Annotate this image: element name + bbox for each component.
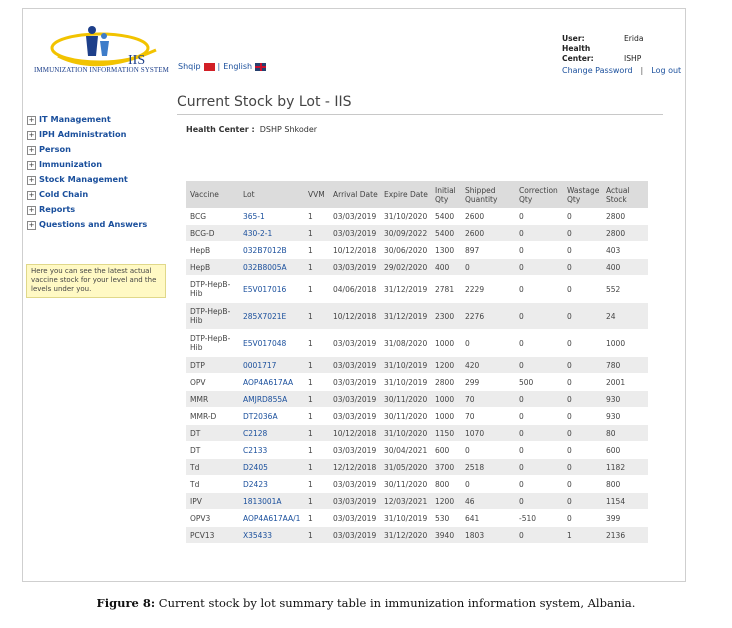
cell-vvm: 1 [304,330,329,357]
nav-label: Immunization [39,159,103,169]
cell-initial-qty: 530 [431,510,461,527]
cell-arrival-date: 03/03/2019 [329,408,380,425]
cell-correction-qty: 0 [515,357,563,374]
cell-shipped-quantity: 1803 [461,527,515,544]
link-separator: | [640,66,644,75]
cell-arrival-date: 03/03/2019 [329,442,380,459]
title-divider [177,114,663,115]
cell-actual-stock: 80 [602,425,648,442]
cell-expire-date: 31/12/2019 [380,276,431,303]
table-row [186,459,648,476]
cell-wastage-qty: 0 [563,242,602,259]
nav-label: Reports [39,204,76,214]
cell-actual-stock: 400 [602,259,648,276]
cell-vaccine: DTP-HepB-Hib [186,330,239,357]
cell-vvm: 1 [304,459,329,476]
cell-vaccine: HepB [186,242,239,259]
cell-initial-qty: 400 [431,259,461,276]
nav-person[interactable] [27,142,147,157]
nav-iph-administration[interactable] [27,127,147,142]
cell-wastage-qty: 0 [563,374,602,391]
table-row [186,408,648,425]
health-center-label: Health Center : [186,125,255,134]
cell-correction-qty: 0 [515,527,563,544]
cell-shipped-quantity: 0 [461,259,515,276]
cell-vaccine: OPV [186,374,239,391]
cell-shipped-quantity: 2229 [461,276,515,303]
cell-correction-qty: 0 [515,493,563,510]
table-header-row [186,181,648,208]
col-actual-stock: Actual Stock [602,181,648,208]
nav-questions-answers[interactable] [27,217,147,232]
cell-vaccine: IPV [186,493,239,510]
cell-vvm: 1 [304,242,329,259]
expand-icon[interactable]: + [28,131,35,139]
cell-expire-date: 31/12/2020 [380,527,431,544]
cell-lot[interactable]: X35433 [239,527,304,544]
cell-shipped-quantity: 420 [461,357,515,374]
cell-lot[interactable]: 285X7021E [239,303,304,330]
cell-wastage-qty: 1 [563,527,602,544]
logo-text: IMMUNIZATION INFORMATION SYSTEM [34,66,169,74]
cell-arrival-date: 10/12/2018 [329,425,380,442]
cell-lot[interactable]: D2423 [239,476,304,493]
page-title: Current Stock by Lot - IIS [177,94,352,110]
cell-wastage-qty: 0 [563,303,602,330]
cell-shipped-quantity: 299 [461,374,515,391]
expand-icon[interactable]: + [28,206,35,214]
table-row [186,476,648,493]
cell-expire-date: 31/10/2020 [380,208,431,225]
cell-correction-qty: 500 [515,374,563,391]
cell-shipped-quantity: 0 [461,330,515,357]
cell-expire-date: 30/04/2021 [380,442,431,459]
nav-reports[interactable] [27,202,147,217]
cell-shipped-quantity: 70 [461,408,515,425]
hc-value: ISHP [624,54,642,63]
cell-initial-qty: 3940 [431,527,461,544]
col-arrival-date: Arrival Date [329,181,380,208]
table-row [186,303,648,330]
table-row [186,330,648,357]
uk-flag-icon[interactable] [255,63,266,71]
expand-icon[interactable]: + [28,176,35,184]
stock-table [186,181,648,544]
cell-wastage-qty: 0 [563,459,602,476]
table-row [186,242,648,259]
cell-expire-date: 29/02/2020 [380,259,431,276]
cell-expire-date: 30/11/2020 [380,408,431,425]
cell-vvm: 1 [304,493,329,510]
change-password-link[interactable]: Change Password [562,66,633,75]
cell-expire-date: 31/10/2020 [380,425,431,442]
cell-expire-date: 31/10/2019 [380,374,431,391]
col-vvm: VVM [304,181,329,208]
col-expire-date: Expire Date [380,181,431,208]
cell-lot[interactable]: E5V017016 [239,276,304,303]
cell-expire-date: 30/09/2022 [380,225,431,242]
cell-wastage-qty: 0 [563,442,602,459]
cell-expire-date: 30/11/2020 [380,391,431,408]
cell-wastage-qty: 0 [563,510,602,527]
cell-correction-qty: 0 [515,391,563,408]
nav-it-management[interactable] [27,112,147,127]
cell-arrival-date: 03/03/2019 [329,330,380,357]
cell-lot[interactable]: AOP4A617AA/1 [239,510,304,527]
cell-vvm: 1 [304,476,329,493]
cell-correction-qty: 0 [515,225,563,242]
cell-actual-stock: 1154 [602,493,648,510]
cell-arrival-date: 10/12/2018 [329,303,380,330]
figure-caption [0,596,732,610]
table-row [186,442,648,459]
cell-correction-qty: 0 [515,208,563,225]
cell-arrival-date: 03/03/2019 [329,208,380,225]
cell-lot[interactable]: DT2036A [239,408,304,425]
cell-vvm: 1 [304,208,329,225]
cell-vaccine: DTP [186,357,239,374]
cell-arrival-date: 12/12/2018 [329,459,380,476]
cell-initial-qty: 1000 [431,391,461,408]
col-wastage-qty: Wastage Qty [563,181,602,208]
expand-icon[interactable]: + [28,161,35,169]
cell-lot[interactable]: 1813001A [239,493,304,510]
cell-shipped-quantity: 2276 [461,303,515,330]
lang-albanian-link[interactable]: Shqip [178,62,201,71]
cell-wastage-qty: 0 [563,357,602,374]
cell-vvm: 1 [304,391,329,408]
cell-expire-date: 30/11/2020 [380,476,431,493]
cell-arrival-date: 03/03/2019 [329,357,380,374]
cell-vaccine: OPV3 [186,510,239,527]
cell-lot[interactable]: E5V017048 [239,330,304,357]
table-row [186,259,648,276]
col-shipped-quantity: Shipped Quantity [461,181,515,208]
cell-shipped-quantity: 0 [461,442,515,459]
cell-expire-date: 31/05/2020 [380,459,431,476]
help-note: Here you can see the latest actual vaccine stock for your level and the levels under you. [26,264,166,298]
cell-wastage-qty: 0 [563,476,602,493]
cell-actual-stock: 1182 [602,459,648,476]
cell-lot[interactable]: AOP4A617AA [239,374,304,391]
cell-expire-date: 31/08/2020 [380,330,431,357]
cell-wastage-qty: 0 [563,276,602,303]
nav-label: IT Management [39,114,111,124]
cell-initial-qty: 3700 [431,459,461,476]
cell-vvm: 1 [304,527,329,544]
cell-arrival-date: 03/03/2019 [329,510,380,527]
cell-correction-qty: 0 [515,442,563,459]
cell-actual-stock: 2136 [602,527,648,544]
cell-correction-qty: 0 [515,242,563,259]
cell-correction-qty: -510 [515,510,563,527]
cell-initial-qty: 1000 [431,330,461,357]
cell-shipped-quantity: 2600 [461,225,515,242]
table-row [186,391,648,408]
cell-arrival-date: 04/06/2018 [329,276,380,303]
cell-correction-qty: 0 [515,459,563,476]
cell-vaccine: Td [186,476,239,493]
cell-wastage-qty: 0 [563,330,602,357]
table-row [186,225,648,242]
cell-lot[interactable]: 032B7012B [239,242,304,259]
cell-vaccine: Td [186,459,239,476]
cell-initial-qty: 5400 [431,208,461,225]
cell-actual-stock: 552 [602,276,648,303]
table-row [186,276,648,303]
cell-lot[interactable]: D2405 [239,459,304,476]
cell-expire-date: 12/03/2021 [380,493,431,510]
cell-actual-stock: 403 [602,242,648,259]
expand-icon[interactable]: + [28,116,35,124]
cell-lot[interactable]: 0001717 [239,357,304,374]
cell-initial-qty: 2300 [431,303,461,330]
cell-shipped-quantity: 2600 [461,208,515,225]
cell-vaccine: HepB [186,259,239,276]
cell-correction-qty: 0 [515,259,563,276]
col-vaccine: Vaccine [186,181,239,208]
cell-wastage-qty: 0 [563,493,602,510]
logout-link[interactable]: Log out [651,66,682,75]
expand-icon[interactable]: + [28,221,35,229]
cell-vvm: 1 [304,408,329,425]
cell-arrival-date: 03/03/2019 [329,493,380,510]
lang-english-link[interactable]: English [223,62,253,71]
cell-correction-qty: 0 [515,330,563,357]
table-row [186,425,648,442]
cell-vaccine: BCG-D [186,225,239,242]
cell-vvm: 1 [304,357,329,374]
cell-initial-qty: 1200 [431,493,461,510]
cell-vvm: 1 [304,374,329,391]
cell-initial-qty: 2800 [431,374,461,391]
sidebar-nav [27,112,147,232]
cell-correction-qty: 0 [515,476,563,493]
cell-actual-stock: 24 [602,303,648,330]
cell-wastage-qty: 0 [563,208,602,225]
cell-actual-stock: 780 [602,357,648,374]
cell-initial-qty: 2781 [431,276,461,303]
caption-label: Figure 8: [96,596,156,610]
cell-arrival-date: 03/03/2019 [329,527,380,544]
logo-mark: IIS [128,53,146,68]
cell-wastage-qty: 0 [563,225,602,242]
expand-icon[interactable]: + [28,146,35,154]
lang-separator: | [217,62,221,71]
table-row [186,208,648,225]
cell-actual-stock: 800 [602,476,648,493]
cell-wastage-qty: 0 [563,408,602,425]
table-row [186,527,648,544]
cell-actual-stock: 930 [602,391,648,408]
cell-initial-qty: 800 [431,476,461,493]
cell-lot[interactable]: C2133 [239,442,304,459]
cell-correction-qty: 0 [515,303,563,330]
cell-shipped-quantity: 70 [461,391,515,408]
cell-correction-qty: 0 [515,408,563,425]
cell-initial-qty: 1150 [431,425,461,442]
hc-label: Health Center: [562,44,594,63]
cell-arrival-date: 10/12/2018 [329,242,380,259]
cell-lot[interactable]: 032B8005A [239,259,304,276]
cell-vvm: 1 [304,225,329,242]
col-initial-qty: Initial Qty [431,181,461,208]
cell-expire-date: 31/10/2019 [380,357,431,374]
cell-initial-qty: 5400 [431,225,461,242]
cell-actual-stock: 600 [602,442,648,459]
cell-arrival-date: 03/03/2019 [329,391,380,408]
cell-arrival-date: 03/03/2019 [329,259,380,276]
cell-expire-date: 30/06/2020 [380,242,431,259]
cell-vaccine: BCG [186,208,239,225]
nav-label: Cold Chain [39,189,89,199]
cell-vvm: 1 [304,425,329,442]
cell-shipped-quantity: 641 [461,510,515,527]
col-correction-qty: Correction Qty [515,181,563,208]
cell-vaccine: DTP-HepB-Hib [186,303,239,330]
cell-lot[interactable]: AMJRD855A [239,391,304,408]
expand-icon[interactable]: + [28,191,35,199]
cell-arrival-date: 03/03/2019 [329,225,380,242]
stock-table-body [186,208,648,544]
cell-actual-stock: 2800 [602,225,648,242]
language-switch [178,62,266,71]
cell-actual-stock: 2800 [602,208,648,225]
cell-initial-qty: 1000 [431,408,461,425]
cell-actual-stock: 930 [602,408,648,425]
cell-vaccine: MMR-D [186,408,239,425]
cell-vaccine: DT [186,442,239,459]
cell-vvm: 1 [304,303,329,330]
col-lot: Lot [239,181,304,208]
table-row [186,510,648,527]
nav-label: IPH Administration [39,129,127,139]
cell-arrival-date: 03/03/2019 [329,476,380,493]
cell-vvm: 1 [304,259,329,276]
cell-vaccine: PCV13 [186,527,239,544]
cell-wastage-qty: 0 [563,425,602,442]
caption-text: Current stock by lot summary table in immunization information system, Albania. [158,596,636,610]
cell-vvm: 1 [304,510,329,527]
nav-stock-management[interactable] [27,172,147,187]
cell-expire-date: 31/10/2019 [380,510,431,527]
cell-lot[interactable]: 365-1 [239,208,304,225]
cell-initial-qty: 600 [431,442,461,459]
cell-wastage-qty: 0 [563,259,602,276]
table-row [186,357,648,374]
cell-correction-qty: 0 [515,276,563,303]
health-center-value: DSHP Shkoder [259,125,318,134]
cell-vvm: 1 [304,442,329,459]
cell-shipped-quantity: 0 [461,476,515,493]
cell-vvm: 1 [304,276,329,303]
cell-shipped-quantity: 2518 [461,459,515,476]
cell-correction-qty: 0 [515,425,563,442]
cell-actual-stock: 1000 [602,330,648,357]
cell-initial-qty: 1200 [431,357,461,374]
cell-lot[interactable]: 430-2-1 [239,225,304,242]
cell-wastage-qty: 0 [563,391,602,408]
cell-arrival-date: 03/03/2019 [329,374,380,391]
cell-vaccine: MMR [186,391,239,408]
cell-initial-qty: 1300 [431,242,461,259]
table-row [186,493,648,510]
user-label: User: [562,34,585,43]
cell-actual-stock: 2001 [602,374,648,391]
user-info [562,34,644,64]
nav-cold-chain[interactable] [27,187,147,202]
user-value: Erida [624,34,644,43]
nav-immunization[interactable] [27,157,147,172]
account-links [562,66,681,75]
nav-label: Stock Management [39,174,128,184]
cell-shipped-quantity: 46 [461,493,515,510]
nav-label: Questions and Answers [39,219,148,229]
albania-flag-icon[interactable] [204,63,215,71]
cell-shipped-quantity: 1070 [461,425,515,442]
cell-actual-stock: 399 [602,510,648,527]
cell-lot[interactable]: C2128 [239,425,304,442]
cell-vaccine: DT [186,425,239,442]
health-center-line [186,125,317,134]
cell-vaccine: DTP-HepB-Hib [186,276,239,303]
table-row [186,374,648,391]
cell-expire-date: 31/12/2019 [380,303,431,330]
nav-label: Person [39,144,71,154]
cell-shipped-quantity: 897 [461,242,515,259]
